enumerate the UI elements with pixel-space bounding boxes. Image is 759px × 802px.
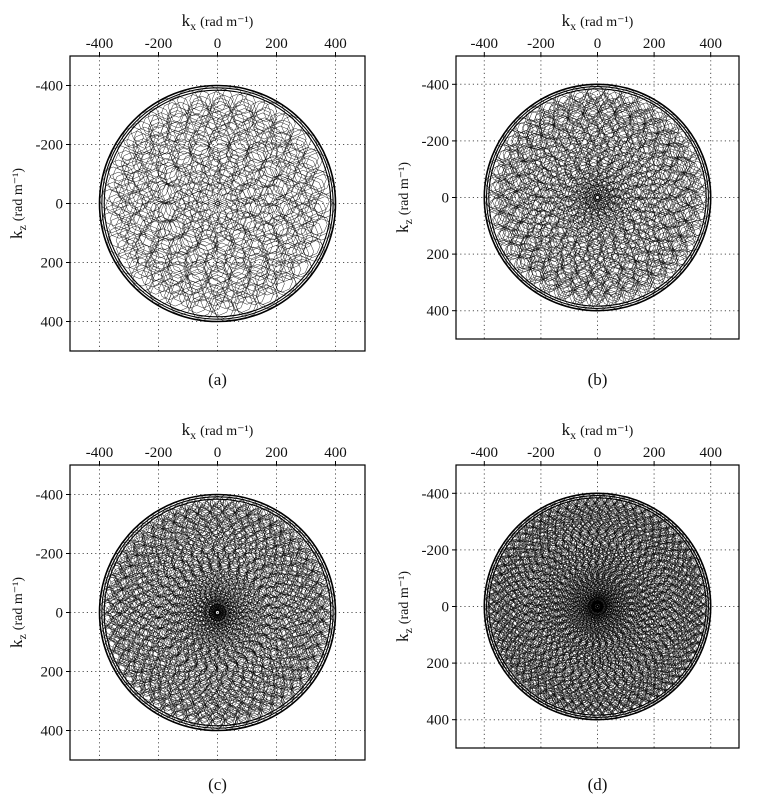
y-tick-label: -400 [35,78,63,95]
x-tick-label: 200 [265,36,288,52]
y-tick-label: 400 [40,723,63,740]
y-tick-label: 0 [55,605,63,622]
x-tick-label: 400 [699,445,722,461]
x-axis-title: $k_x$ $^{(rad m^{-1})}$ [181,11,254,33]
y-tick-label: 200 [426,247,449,264]
panel-label: (d) [587,775,608,794]
y-tick-label: -200 [35,546,63,563]
x-tick-label: -200 [144,36,173,52]
y-tick-label: 200 [40,255,63,272]
y-tick-label: 200 [40,664,63,681]
y-tick-label: -200 [421,133,449,150]
panel-label: (a) [208,370,227,389]
y-tick-label: 400 [426,303,449,320]
panel-c [7,420,365,794]
x-tick-label: 400 [699,36,722,52]
x-tick-label: 0 [213,445,222,461]
panel-b [393,11,739,389]
y-axis-title: $k_z^{(rad m^{-1})}$ [7,167,29,240]
y-tick-label: 0 [55,196,63,213]
y-tick-label: 0 [441,190,449,207]
x-tick-label: 0 [593,36,602,52]
x-tick-label: 400 [324,36,347,52]
x-tick-label: -400 [470,36,499,52]
x-axis-title: $k_x$ $^{(rad m^{-1})}$ [181,420,254,442]
y-tick-label: -200 [35,137,63,154]
panel-label: (c) [208,775,227,794]
panel-a [7,11,365,389]
y-tick-label: 0 [441,599,449,616]
panel-d [393,420,739,794]
y-tick-label: 400 [426,712,449,729]
x-tick-label: 200 [642,36,666,52]
x-tick-label: 200 [642,445,666,461]
y-axis-title: $k_z^{(rad m^{-1})}$ [393,161,415,234]
x-tick-label: -400 [85,445,114,461]
x-tick-label: -400 [85,36,114,52]
x-tick-label: -200 [144,445,173,461]
x-tick-label: 400 [324,445,347,461]
x-tick-label: 0 [213,36,222,52]
x-tick-label: -200 [527,445,555,461]
x-tick-label: -400 [470,445,499,461]
x-tick-label: 0 [593,445,602,461]
y-tick-label: 200 [426,656,449,673]
x-tick-label: -200 [527,36,555,52]
y-tick-label: -400 [421,77,449,94]
x-tick-label: 200 [265,445,288,461]
y-tick-label: -400 [35,487,63,504]
y-axis-title: $k_z^{(rad m^{-1})}$ [7,576,29,649]
panel-label: (b) [587,370,608,389]
y-axis-title: $k_z^{(rad m^{-1})}$ [393,570,415,643]
x-axis-title: $k_x$ $^{(rad m^{-1})}$ [561,420,634,442]
y-tick-label: 400 [40,314,63,331]
x-axis-title: $k_x$ $^{(rad m^{-1})}$ [561,11,634,33]
y-tick-label: -400 [421,486,449,503]
y-tick-label: -200 [421,542,449,559]
